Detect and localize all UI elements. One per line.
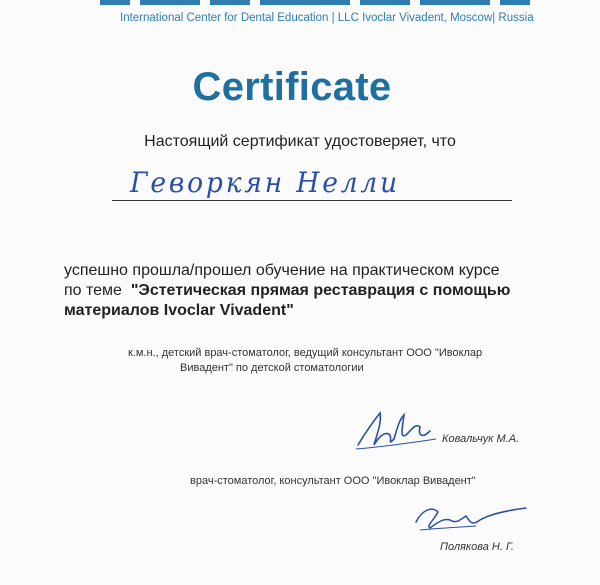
signature-1: [350, 405, 440, 455]
signature-2: [410, 500, 530, 535]
signatory-1-role: [128, 346, 538, 376]
logo-strip: [100, 0, 530, 6]
course-title-line2: материалов Ivoclar Vivadent": [64, 302, 294, 319]
organization-header: International Center for Dental Education | LLC Ivoclar Vivadent, Moscow| Russia: [120, 12, 534, 24]
signatory-1-role-line2: Вивадент" по детской стоматологии: [180, 362, 364, 374]
signatory-2-role: врач-стоматолог, консультант ООО "Ивоклар Вивадент": [190, 475, 476, 487]
topic-prefix: по теме: [64, 282, 122, 299]
signatory-1-name: Ковальчук М.А.: [442, 433, 520, 445]
certificate-title: Certificate: [192, 65, 392, 109]
completion-text: успешно прошла/прошел обучение на практическом курсе: [64, 262, 500, 279]
signatory-1-role-line1: к.м.н., детский врач-стоматолог, ведущий консультант ООО "Ивоклар: [128, 347, 483, 359]
signatory-2-name: Полякова Н. Г.: [440, 541, 514, 553]
recipient-name-handwritten: [120, 160, 420, 200]
course-title-line1: "Эстетическая прямая реставрация с помощью: [130, 282, 511, 299]
name-underline: [112, 200, 512, 201]
course-description: [64, 261, 584, 321]
recipient-name: Геворкян Нелли: [129, 166, 400, 199]
certificate-intro: Настоящий сертификат удостоверяет, что: [144, 133, 456, 150]
course-topic-line: [64, 281, 584, 301]
